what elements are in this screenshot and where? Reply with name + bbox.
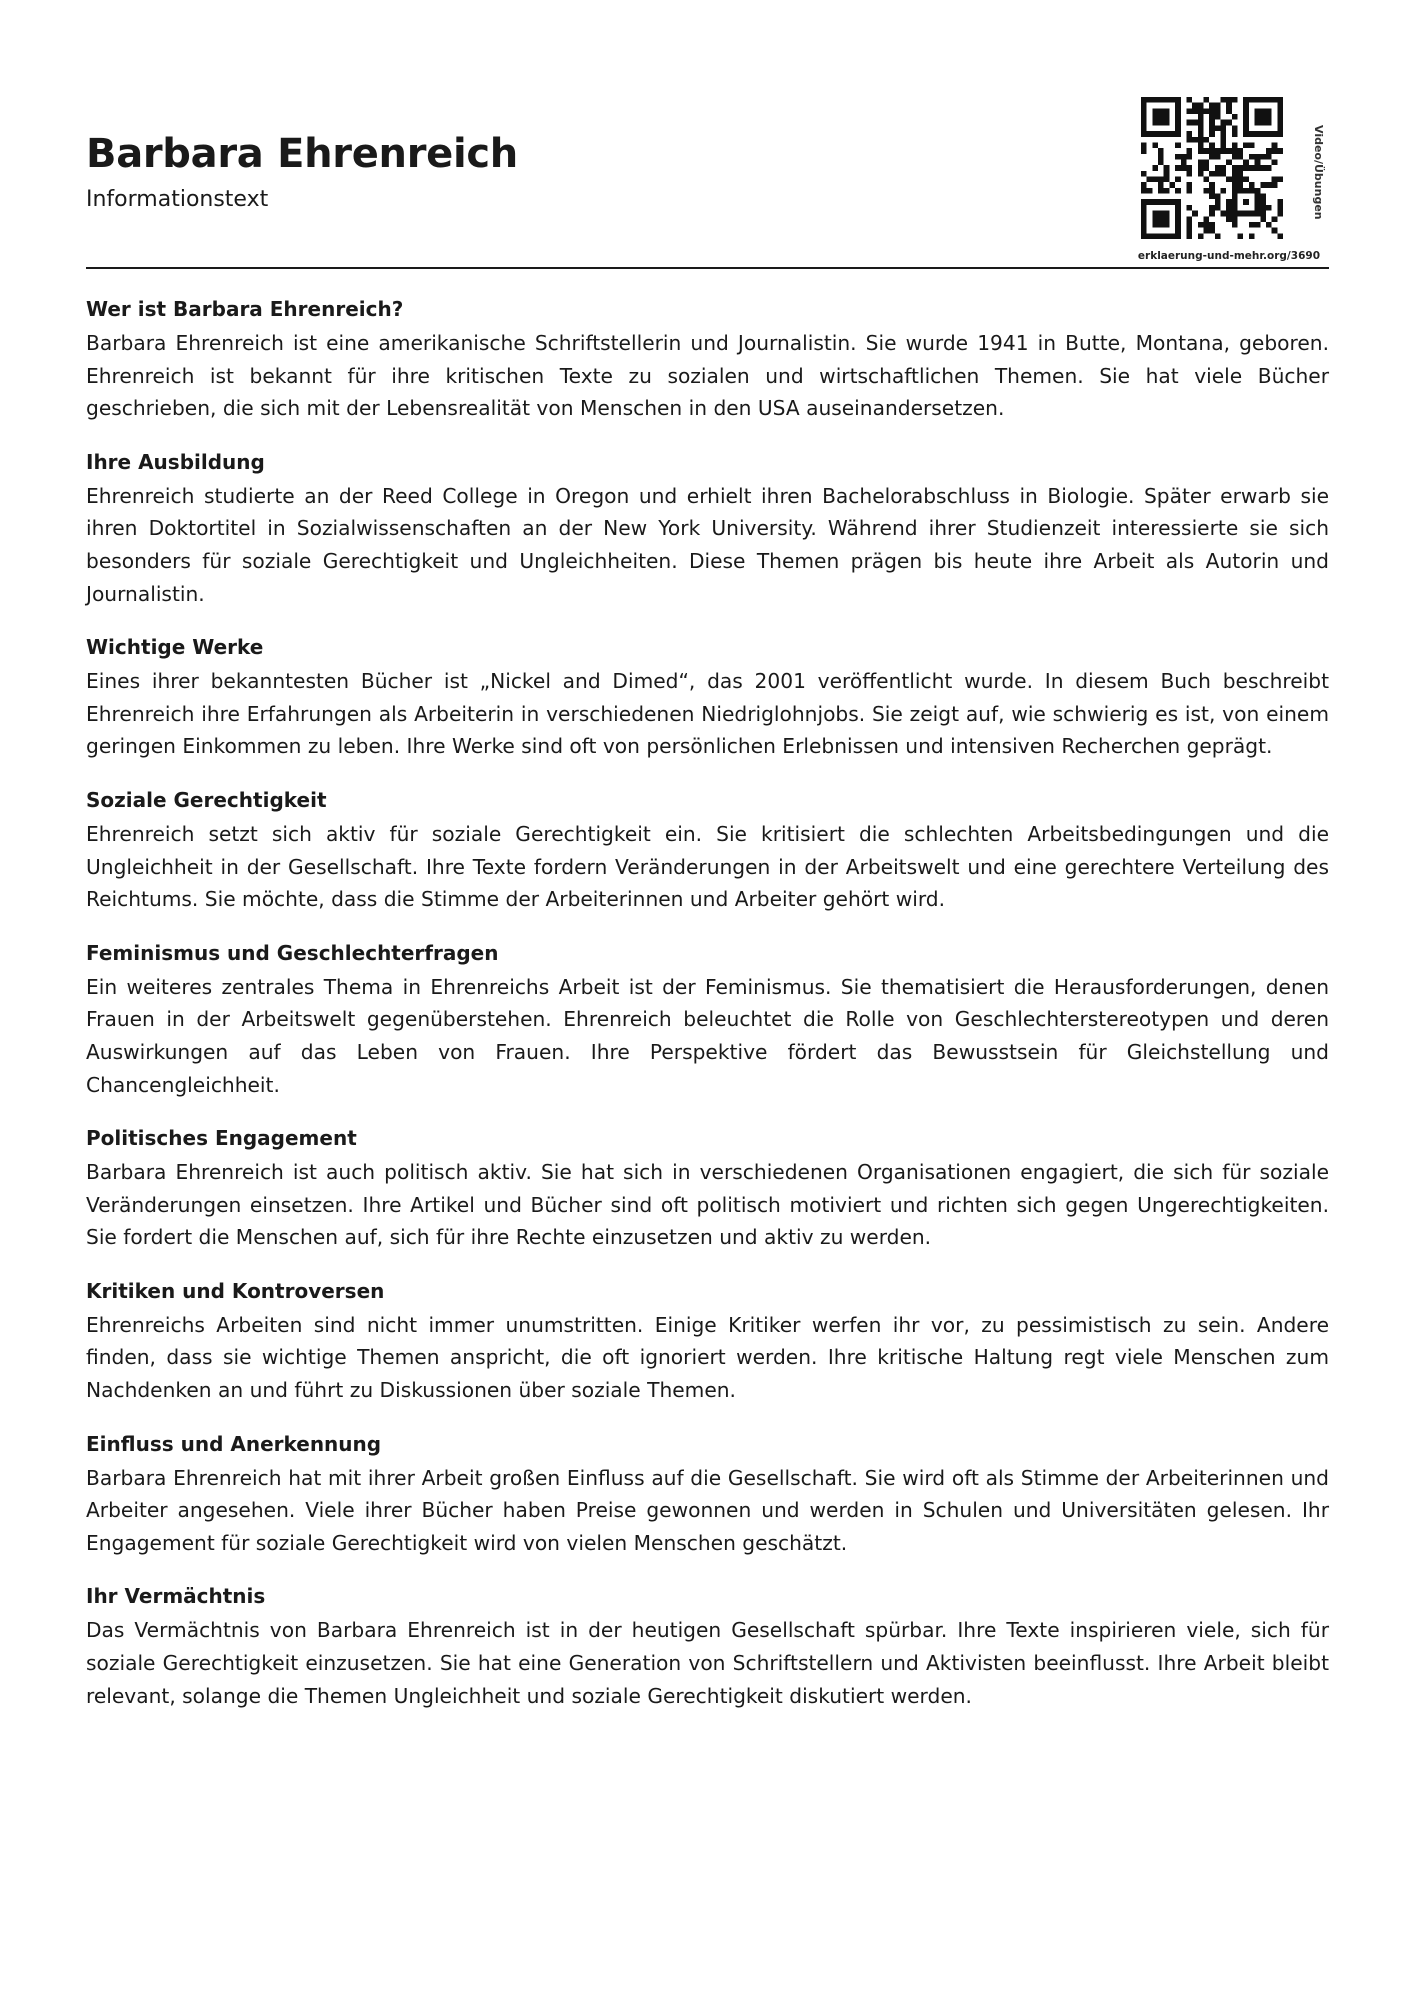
section-text: Barbara Ehrenreich hat mit ihrer Arbeit großen Einfluss auf die Gesellschaft. Sie wird oft als Stimme der Arbeiterinnen und Arbeiter angesehen. Viele ihrer Bücher haben Preise gewonnen und werden in Schulen und Universitäten gelesen. Ihr Engagement für soziale Gerechtigkeit wird von vielen Menschen geschätzt. <box>86 1465 1329 1555</box>
section-text: Barbara Ehrenreich ist auch politisch aktiv. Sie hat sich in verschiedenen Organisationen engagiert, die sich für soziale Veränderungen einsetzen. Ihre Artikel und Bücher sind oft politisch motiviert und richten sich gegen Ungerechtigkeiten. Sie fordert die Menschen auf, sich für ihre Rechte einzusetzen und aktiv zu werden. <box>86 1160 1329 1250</box>
qr-side-label: Video/Übungen <box>1312 125 1325 220</box>
section-text: Barbara Ehrenreich ist eine amerikanische Schriftstellerin und Journalistin. Sie wurde 1941 in Butte, Montana, geboren. Ehrenreich ist bekannt für ihre kritischen Texte zu sozialen und wirtschaftlichen Themen. Sie hat viele Bücher geschrieben, die sich mit der Lebensrealität von Menschen in den USA auseinandersetzen. <box>86 331 1329 421</box>
page-subtitle: Informationstext <box>86 187 269 212</box>
page-title: Barbara Ehrenreich <box>86 131 518 177</box>
section-heading: Einfluss und Anerkennung <box>86 1431 382 1456</box>
document-body <box>86 293 1329 1733</box>
section-heading: Ihr Vermächtnis <box>86 1584 266 1609</box>
section-wichtige-werke <box>86 631 1329 763</box>
qr-code-icon[interactable] <box>1141 97 1283 239</box>
section-feminismus <box>86 937 1329 1101</box>
qr-url-link[interactable]: erklaerung-und-mehr.org/3690 <box>1137 250 1320 262</box>
section-heading: Wichtige Werke <box>86 635 264 660</box>
section-einfluss <box>86 1428 1329 1560</box>
section-vermaechtnis <box>86 1580 1329 1712</box>
section-heading: Soziale Gerechtigkeit <box>86 787 327 812</box>
section-text: Ehrenreichs Arbeiten sind nicht immer unumstritten. Einige Kritiker werfen ihr vor, zu pessimistisch zu sein. Andere finden, dass sie wichtige Themen anspricht, die oft ignoriert werden. Ihre kritische Haltung regt viele Menschen zum Nachdenken an und führt zu Diskussionen über soziale Themen. <box>86 1312 1329 1403</box>
section-text: Ehrenreich setzt sich aktiv für soziale Gerechtigkeit ein. Sie kritisiert die schlechten Arbeitsbedingungen und die Ungleichheit in der Gesellschaft. Ihre Texte fordern Veränderungen in der Arbeitswelt und eine gerechtere Verteilung des Reichtums. Sie möchte, dass die Stimme der Arbeiterinnen und Arbeiter gehört wird. <box>86 821 1329 912</box>
section-text: Das Vermächtnis von Barbara Ehrenreich ist in der heutigen Gesellschaft spürbar. Ihre Texte inspirieren viele, sich für soziale Gerechtigkeit einzusetzen. Sie hat eine Generation von Schriftstellern und Aktivisten beeinflusst. Ihre Arbeit bleibt relevant, solange die Themen Ungleichheit und soziale Gerechtigkeit diskutiert werden. <box>86 1618 1329 1708</box>
section-heading: Politisches Engagement <box>86 1126 357 1151</box>
section-soziale-gerechtigkeit <box>86 784 1329 916</box>
section-heading: Feminismus und Geschlechterfragen <box>86 940 499 965</box>
section-heading: Kritiken und Kontroversen <box>86 1278 385 1303</box>
section-text: Ein weiteres zentrales Thema in Ehrenreichs Arbeit ist der Feminismus. Sie thematisiert die Herausforderungen, denen Frauen in der Arbeitswelt gegenüberstehen. Ehrenreich beleuchtet die Rolle von Geschlechterstereotypen und deren Auswirkungen auf das Leben von Frauen. Ihre Perspektive fördert das Bewusstsein für Gleichstellung und Chancengleichheit. <box>86 974 1329 1097</box>
section-text: Eines ihrer bekanntesten Bücher ist „Nickel and Dimed“, das 2001 veröffentlicht wurde. In diesem Buch beschreibt Ehrenreich ihre Erfahrungen als Arbeiterin in verschiedenen Niedriglohnjobs. Sie zeigt auf, wie schwierig es ist, von einem geringen Einkommen zu leben. Ihre Werke sind oft von persönlichen Erlebnissen und intensiven Recherchen geprägt. <box>86 669 1329 759</box>
section-text: Ehrenreich studierte an der Reed College in Oregon und erhielt ihren Bachelorabschluss in Biologie. Später erwarb sie ihren Doktortitel in Sozialwissenschaften an der New York University. Während ihrer Studienzeit interessierte sie sich besonders für soziale Gerechtigkeit und Ungleichheiten. Diese Themen prägen bis heute ihre Arbeit als Autorin und Journalistin. <box>86 483 1329 606</box>
header-divider <box>86 267 1329 269</box>
section-kritiken <box>86 1275 1329 1407</box>
section-heading: Ihre Ausbildung <box>86 449 265 474</box>
section-wer-ist <box>86 293 1329 425</box>
section-heading: Wer ist Barbara Ehrenreich? <box>86 297 404 321</box>
section-ausbildung <box>86 446 1329 610</box>
section-politisches-engagement <box>86 1122 1329 1254</box>
